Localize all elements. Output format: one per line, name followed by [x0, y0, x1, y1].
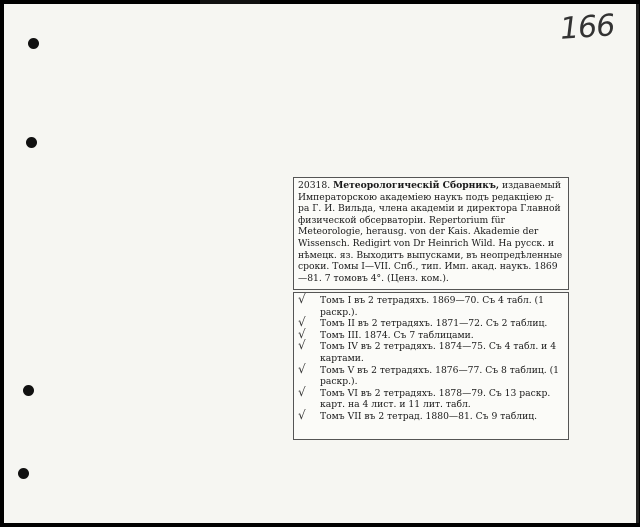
catalog-card [4, 4, 639, 523]
catalog-entry-clipping [293, 177, 569, 290]
punch-hole [23, 385, 34, 396]
folio-number: 166 [558, 8, 616, 47]
volume-item: √ Томъ V въ 2 тетрадяхъ. 1876—77. Съ 8 таблиц. (1 раскр.). [298, 361, 560, 388]
check-mark-icon: √ [298, 338, 306, 353]
check-mark-icon: √ [298, 384, 306, 399]
sheet-edge-shadow [200, 0, 260, 4]
volume-item: √ Томъ IV въ 2 тетрадяхъ. 1874—75. Съ 4 табл. и 4 картами. [298, 338, 557, 364]
entry-title: Метеорологическій Сборникъ, [333, 180, 500, 191]
punch-hole [18, 468, 29, 479]
volume-item: √ Томъ II въ 2 тетрадяхъ. 1871—72. Съ 2 таблиц. [298, 315, 548, 330]
check-mark-icon: √ [298, 292, 306, 306]
volume-list-clipping [293, 292, 569, 440]
volume-item: √ Томъ VII въ 2 тетрад. 1880—81. Съ 9 таблиц. [298, 407, 538, 422]
volume-item: √ Томъ VI въ 2 тетрадяхъ. 1878—79. Съ 13 раскр. карт. на 4 лист. и 11 лит. табл. [298, 384, 551, 411]
punch-hole [28, 38, 39, 49]
check-mark-icon: √ [298, 407, 306, 422]
volume-item: √ Томъ III. 1874. Съ 7 таблицами. [298, 326, 474, 341]
entry-number: 20318. [298, 180, 331, 191]
volume-item: √ Томъ I въ 2 тетрадяхъ. 1869—70. Съ 4 табл. (1 раскр.). [298, 292, 544, 318]
punch-hole [26, 137, 37, 148]
check-mark-icon: √ [298, 326, 306, 341]
check-mark-icon: √ [298, 361, 306, 376]
check-mark-icon: √ [298, 315, 306, 330]
entry-text: издаваемый Императорскою академіею наукъ подъ редакціею д-ра Г. И. Вильда, члена академіи и директора Главной физической обсерваторіи. Repertorium für Meteorologie, herausg. von der Kais. Akademie der Wissensch. Redigirt von Dr Heinrich Wild. На русск. и нѣмецк. яз. Выходитъ выпусками, въ неопредѣленные сроки. Томы I—VII. Спб., тип. Имп. акад. наукъ. 1869—81. 7 томовъ 4°. (Ценз. ком.). [298, 180, 563, 284]
